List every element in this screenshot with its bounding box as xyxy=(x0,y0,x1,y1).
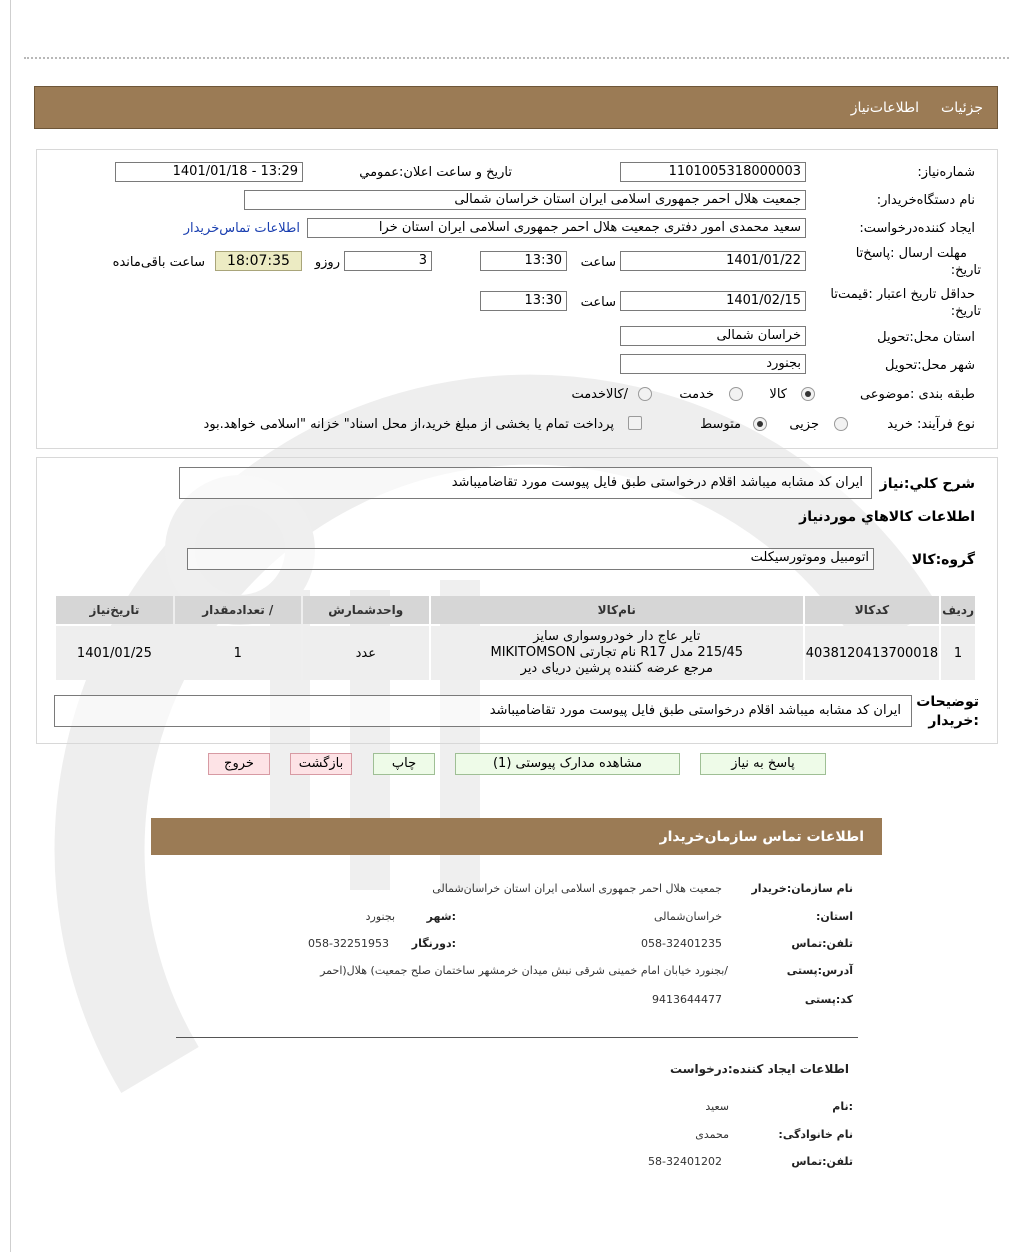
creator-section-title: اطلاعات ایجاد کننده:درخواست xyxy=(669,1062,849,1076)
contact-postal-label: کد:پستی xyxy=(804,993,853,1006)
category-option-goods: کالا xyxy=(769,387,787,402)
creator-phone-label: تلفن:تماس xyxy=(791,1155,853,1168)
reply-deadline-label-2: تاریخ: xyxy=(950,263,981,278)
cell-name-line1: تایر عاج دار خودروسواری سایز xyxy=(533,629,701,644)
price-time-field[interactable]: 13:30 xyxy=(480,291,567,311)
price-validity-label-2: تاریخ: xyxy=(950,304,981,319)
contact-postal-value: 9413644477 xyxy=(652,993,722,1006)
items-table xyxy=(54,594,977,682)
province-field[interactable]: خراسان شمالی xyxy=(620,326,806,346)
contact-city-label: :شهر xyxy=(426,910,456,923)
cell-unit: عدد xyxy=(303,626,429,680)
contact-phone-value: 058-32401235 xyxy=(641,937,722,950)
process-label: نوع فرآیند: خرید xyxy=(887,417,975,432)
attachments-button[interactable]: مشاهده مدارک پیوستی (1) xyxy=(455,753,680,775)
col-qty: / تعدادمقدار xyxy=(175,596,301,624)
buyer-notes-label: توضیحات xyxy=(916,694,979,710)
need-description-field[interactable]: ایران کد مشابه میباشد اقلام درخواستی طبق فایل پیوست مورد تقاضامیباشد xyxy=(179,467,872,499)
days-label: روزو xyxy=(314,255,340,270)
creator-last-name-label: نام خانوادگی: xyxy=(778,1128,853,1141)
price-date-field[interactable]: 1401/02/15 xyxy=(620,291,806,311)
buyer-org-label: نام دستگاه‌خریدار: xyxy=(876,193,975,208)
tab-details[interactable]: جزئیات xyxy=(941,99,983,116)
buyer-contact-link[interactable]: اطلاعات تماس‌خریدار xyxy=(183,221,300,236)
col-row: ردیف xyxy=(941,596,975,624)
process-option-medium: متوسط xyxy=(700,417,741,432)
process-option-minor: جزیی xyxy=(789,417,819,432)
category-radio-goods-service[interactable] xyxy=(638,387,652,401)
contact-address-label: آدرس:پستی xyxy=(786,964,853,977)
cell-date: 1401/01/25 xyxy=(56,626,173,680)
category-option-goods-service: /کالاخدمت xyxy=(571,387,628,402)
cell-qty: 1 xyxy=(175,626,301,680)
header-tabs xyxy=(34,86,998,129)
city-label: شهر محل:تحویل xyxy=(885,358,975,373)
treasury-payment-note: پرداخت تمام یا بخشی از مبلغ خرید،از محل اسناد" خزانه "اسلامی خواهد.بود xyxy=(203,417,614,432)
items-table-header xyxy=(56,596,975,624)
announce-datetime-field[interactable]: 1401/01/18 - 13:29 xyxy=(115,162,303,182)
category-radio-service[interactable] xyxy=(729,387,743,401)
goods-group-label: گروه:کالا xyxy=(911,552,975,568)
category-radio-goods[interactable] xyxy=(801,387,815,401)
reply-time-label: ساعت xyxy=(580,255,616,270)
table-row xyxy=(56,626,975,680)
category-option-service: خدمت xyxy=(679,387,714,402)
goods-group-field[interactable]: اتومبیل وموتورسیکلت xyxy=(187,548,874,570)
tab-need-info[interactable]: اطلاعات‌نیاز xyxy=(850,99,920,116)
price-validity-label: حداقل تاریخ اعتبار :قیمت‌تا xyxy=(830,287,975,302)
cell-name xyxy=(431,626,803,680)
reply-time-field[interactable]: 13:30 xyxy=(480,251,567,271)
days-field[interactable]: 3 xyxy=(344,251,432,271)
contact-org-label: نام سازمان:خریدار xyxy=(751,882,853,895)
back-button[interactable]: بازگشت xyxy=(290,753,352,775)
cell-name-line2: 215/45 مدل R17 نام تجارتی MIKITOMSON xyxy=(490,645,744,660)
process-radio-minor[interactable] xyxy=(834,417,848,431)
contact-divider xyxy=(176,1037,858,1038)
contact-city-value: بجنورد xyxy=(365,910,395,923)
cell-code: 4038120413700018 xyxy=(805,626,939,680)
cell-row: 1 xyxy=(941,626,975,680)
contact-phone-label: تلفن:تماس xyxy=(791,937,853,950)
buyer-notes-label-2: :خریدار xyxy=(928,713,979,729)
remaining-timer: 18:07:35 xyxy=(215,251,302,271)
need-number-field[interactable]: 1101005318000003 xyxy=(620,162,806,182)
city-field[interactable]: بجنورد xyxy=(620,354,806,374)
col-code: کدکالا xyxy=(805,596,939,624)
creator-first-name-label: :نام xyxy=(832,1100,853,1113)
creator-phone-value: 58-32401202 xyxy=(648,1155,722,1168)
buyer-org-field[interactable]: جمعیت هلال احمر جمهوری اسلامی ایران استان خراسان شمالی xyxy=(244,190,806,210)
contact-address-value: /بجنورد خیابان امام خمینی شرقی نبش میدان خرمشهر ساختمان صلح جمعیت) هلال(احمر xyxy=(320,964,728,977)
top-dotted-divider xyxy=(24,57,1009,59)
requester-field[interactable]: سعید محمدی امور دفتری جمعیت هلال احمر جمهوری اسلامی ایران استان خرا xyxy=(307,218,806,238)
process-radio-medium[interactable] xyxy=(753,417,767,431)
buyer-contact-header: اطلاعات تماس سازمان‌خریدار xyxy=(151,818,882,855)
cell-name-line3: مرجع عرضه کننده پرشین دریای دیر xyxy=(520,661,713,676)
creator-first-name-value: سعید xyxy=(705,1100,729,1113)
print-button[interactable]: چاپ xyxy=(373,753,435,775)
items-section-title: اطلاعات کالاهاي موردنياز xyxy=(799,509,975,525)
reply-date-field[interactable]: 1401/01/22 xyxy=(620,251,806,271)
need-number-label: شماره‌نیاز: xyxy=(917,165,975,180)
reply-button[interactable]: پاسخ به نیاز xyxy=(700,753,826,775)
requester-label: ایجاد کننده‌درخواست: xyxy=(859,221,975,236)
col-unit: واحدشمارش xyxy=(303,596,429,624)
page-left-border xyxy=(10,0,11,1252)
province-label: استان محل:تحویل xyxy=(877,330,975,345)
contact-province-label: استان: xyxy=(816,910,853,923)
remaining-label: ساعت باقی‌مانده xyxy=(112,255,205,270)
buyer-notes-field[interactable]: ایران کد مشابه میباشد اقلام درخواستی طبق فایل پیوست مورد تقاضامیباشد xyxy=(54,695,912,727)
col-name: نام‌کالا xyxy=(431,596,803,624)
contact-fax-value: 058-32251953 xyxy=(308,937,389,950)
category-label: طبقه بندی :موضوعی xyxy=(859,387,975,402)
announce-label: تاریخ و ساعت اعلان:عمومي xyxy=(359,165,512,180)
col-date: تاریخ‌نیاز xyxy=(56,596,173,624)
need-description-label: شرح کلي:نیاز xyxy=(879,476,975,492)
reply-deadline-label: مهلت ارسال :پاسخ‌تا xyxy=(855,246,967,261)
exit-button[interactable]: خروج xyxy=(208,753,270,775)
contact-province-value: خراسان‌شمالی xyxy=(653,910,722,923)
price-time-label: ساعت xyxy=(580,295,616,310)
treasury-payment-checkbox[interactable] xyxy=(628,416,642,430)
contact-org-value: جمعیت هلال احمر جمهوری اسلامی ایران استان خراسان‌شمالی xyxy=(432,882,722,895)
contact-fax-label: :دورنگار xyxy=(411,937,456,950)
creator-last-name-value: محمدی xyxy=(695,1128,729,1141)
